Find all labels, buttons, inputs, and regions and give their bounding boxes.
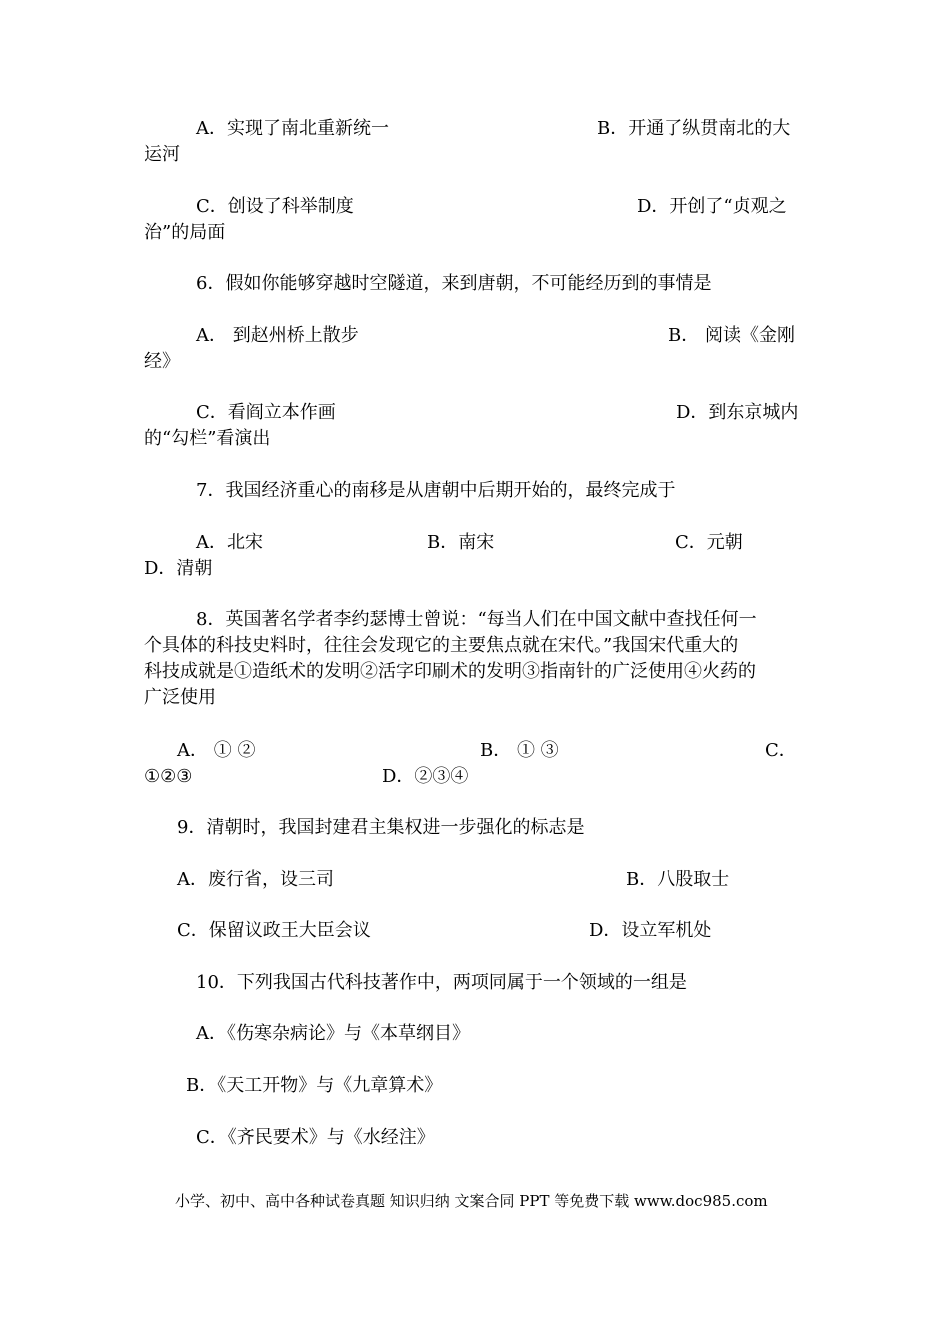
q6-option-a: A． 到赵州桥上散步 — [196, 325, 359, 346]
q8-stem-line-2: 个具体的科技史料时，往往会发现它的主要焦点就在宋代。”我国宋代重大的 — [144, 635, 739, 656]
q6-option-b: B． 阅读《金刚 — [668, 325, 795, 346]
q6-option-b-continued: 经》 — [144, 351, 180, 372]
q7-stem: 7．我国经济重心的南移是从唐朝中后期开始的，最终完成于 — [196, 480, 676, 501]
q5-option-c: C．创设了科举制度 — [196, 196, 354, 217]
q8-stem-line-3: 科技成就是①造纸术的发明②活字印刷术的发明③指南针的广泛使用④火药的 — [144, 661, 756, 682]
q7-option-d: D．清朝 — [144, 558, 213, 579]
q5-option-d: D．开创了“贞观之 — [637, 196, 787, 217]
q9-option-b: B．八股取士 — [626, 869, 730, 890]
q6-option-c: C．看阎立本作画 — [196, 402, 336, 423]
q8-stem-line-4: 广泛使用 — [144, 687, 216, 708]
q8-option-b: B． ① ③ — [480, 740, 559, 761]
q7-option-b: B．南宋 — [427, 532, 495, 553]
q5-option-b-continued: 运河 — [144, 144, 180, 165]
q8-option-c-value: ①②③ — [144, 766, 193, 787]
q10-option-a: A．《伤寒杂病论》与《本草纲目》 — [196, 1023, 470, 1044]
page-footer: 小学、初中、高中各种试卷真题 知识归纳 文案合同 PPT 等免费下载 www.doc985.com — [175, 1192, 768, 1210]
q5-option-a: A．实现了南北重新统一 — [196, 118, 389, 139]
q10-option-c: C．《齐民要术》与《水经注》 — [196, 1127, 435, 1148]
q8-option-c-label: C． — [765, 740, 797, 761]
q9-option-d: D．设立军机处 — [589, 920, 712, 941]
q9-stem: 9．清朝时，我国封建君主集权进一步强化的标志是 — [177, 817, 585, 838]
q5-option-b: B．开通了纵贯南北的大 — [597, 118, 791, 139]
q6-option-d-continued: 的“勾栏”看演出 — [144, 428, 271, 449]
q8-stem-line-1: 8．英国著名学者李约瑟博士曾说：“每当人们在中国文献中查找任何一 — [196, 609, 757, 630]
q6-option-d: D．到东京城内 — [676, 402, 799, 423]
q10-stem: 10．下列我国古代科技著作中，两项同属于一个领域的一组是 — [196, 972, 687, 993]
q9-option-c: C．保留议政王大臣会议 — [177, 920, 371, 941]
q7-option-a: A．北宋 — [196, 532, 263, 553]
q10-option-b: B．《天工开物》与《九章算术》 — [186, 1075, 443, 1096]
q8-option-a: A． ① ② — [177, 740, 256, 761]
q9-option-a: A．废行省，设三司 — [177, 869, 334, 890]
q6-stem: 6．假如你能够穿越时空隧道，来到唐朝，不可能经历到的事情是 — [196, 273, 712, 294]
q8-option-d: D．②③④ — [382, 766, 469, 787]
q5-option-d-continued: 治”的局面 — [144, 222, 226, 243]
q7-option-c: C．元朝 — [675, 532, 743, 553]
